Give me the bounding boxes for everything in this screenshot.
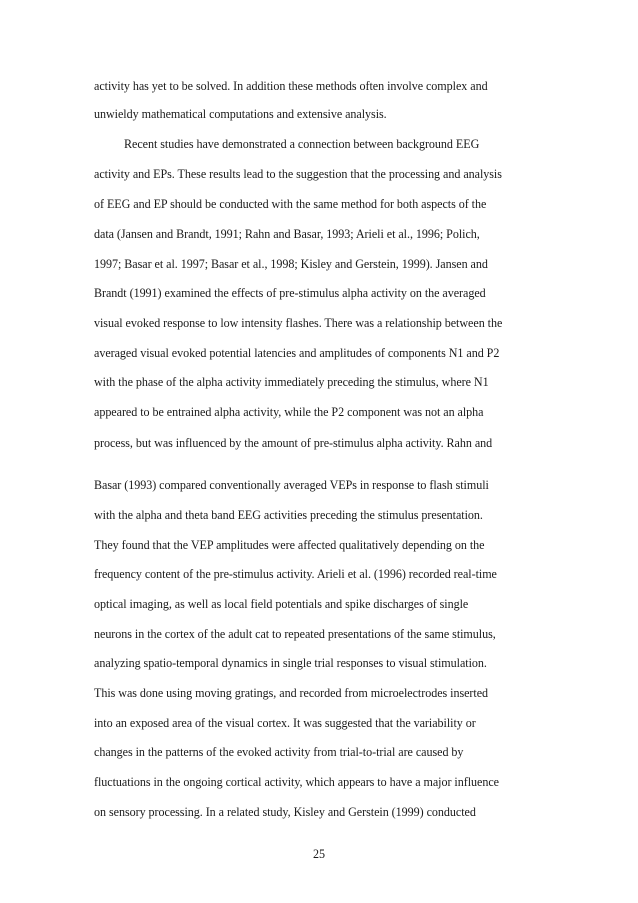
text-line: with the alpha and theta band EEG activities preceding the stimulus presentation. [94,508,483,522]
text-line: of EEG and EP should be conducted with the same method for both aspects of the [94,197,487,211]
text-line: with the phase of the alpha activity immediately preceding the stimulus, where N1 [94,375,489,389]
text-line: averaged visual evoked potential latencies and amplitudes of components N1 and P2 [94,346,500,360]
text-line: This was done using moving gratings, and recorded from microelectrodes inserted [94,686,489,700]
text-line: optical imaging, as well as local field potentials and spike discharges of single [94,597,469,611]
text-line: neurons in the cortex of the adult cat to repeated presentations of the same stimulus, [94,627,496,641]
text-line: on sensory processing. In a related study, Kisley and Gerstein (1999) conducted [94,805,476,819]
text-line: frequency content of the pre-stimulus activity. Arieli et al. (1996) recorded real-time [94,567,497,581]
text-line: activity and EPs. These results lead to the suggestion that the processing and analysis [94,167,502,181]
text-line: Basar (1993) compared conventionally averaged VEPs in response to flash stimuli [94,478,489,492]
text-line: into an exposed area of the visual cortex. It was suggested that the variability or [94,716,476,730]
text-line: appeared to be entrained alpha activity, while the P2 component was not an alpha [94,405,484,419]
text-line: fluctuations in the ongoing cortical activity, which appears to have a major influence [94,775,499,789]
text-line: process, but was influenced by the amount of pre-stimulus alpha activity. Rahn and [94,436,493,450]
text-line: data (Jansen and Brandt, 1991; Rahn and Basar, 1993; Arieli et al., 1996; Polich, [94,227,480,241]
page-number: 25 [312,847,326,861]
text-line: activity has yet to be solved. In addition these methods often involve complex and [94,79,488,93]
text-line: unwieldy mathematical computations and extensive analysis. [94,107,387,121]
text-line: Brandt (1991) examined the effects of pre-stimulus alpha activity on the averaged [94,286,486,300]
text-line: analyzing spatio-temporal dynamics in single trial responses to visual stimulation. [94,656,487,670]
text-line: visual evoked response to low intensity flashes. There was a relationship between the [94,316,503,330]
text-line: They found that the VEP amplitudes were affected qualitatively depending on the [94,538,485,552]
paragraph-first-line: Recent studies have demonstrated a connection between background EEG [124,137,480,151]
text-line: 1997; Basar et al. 1997; Basar et al., 1998; Kisley and Gerstein, 1999). Jansen and [94,257,488,271]
text-line: changes in the patterns of the evoked activity from trial-to-trial are caused by [94,745,464,759]
